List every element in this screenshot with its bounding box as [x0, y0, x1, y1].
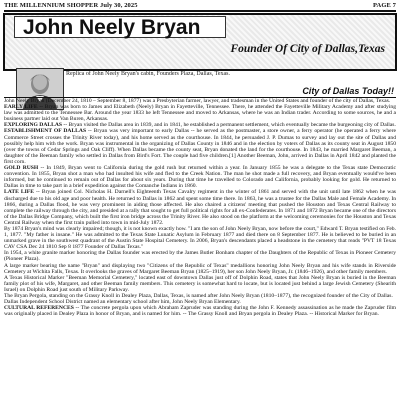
- article-subtitle: Founder Of City of Dallas,Texas: [230, 43, 385, 55]
- section-text: -- Bryan visited the Dallas area in 1839, and in 1841, he established a permanent settlement, which eventually became the burgeoning city of Dallas.: [63, 122, 396, 129]
- article-intro: John Neely Bryan (December 24, 1810 – September 8, 1877) was a Presbyterian farmer, lawyer, and tradesman in the United States and founder of the city of Dallas, Texas.: [4, 98, 391, 104]
- section-heading: EXPLORING DALLAS: [4, 122, 62, 129]
- section-text: -- The concrete pergola upon which Abraham Zapruder was standing during the John F. Kennedy assassination as he made the Zapruder film was originally placed in Dealey Plaza in honor of Bryan, and is named for him. -- The Grassy Knoll and Bryan pergola in Dealey Plaza. -- Historical Marker for Bryan.: [4, 305, 396, 318]
- article-paragraph: A Texas Historical Marker "Beeman Memorial Cemetery," located east of downtown Dallas just off of Dolphin Road, states that John Neely Bryan is buried in the Beeman family plot of his wife, Margaret, and other Beeman family members. This cemetery is somewhat hard to locate, but is located just behind a large Jewish Cemetery (Shearith Israel) on Dolphin Road just south of Military Parkway.: [4, 274, 396, 293]
- article-paragraph: Dallas Independent School District named an elementary school after him, John Neely Bryan Elementary.: [4, 299, 241, 306]
- city-tagline: City of Dallas Today!!: [302, 86, 394, 96]
- section-text: -- Bryan joined Col. Nicholas H. Darnell's Eighteenth Texas Cavalry regiment in the winter of 1861 and served with the unit until late 1862 when he was discharged due to his old age and poor health. He returned to Dallas in 1862 and spent some time there. In 1863, he was a trustee for the Dallas Male and Female Academy. In 1866, during a Dallas flood, he was very prominent in aiding those affected. He also chaired a citizens' meeting that pushed the Houston and Texas Central Railway to complete the railway through the city, and presided at a rally that sought to get full political rights for all ex-Confederates. In 1871 and 1872 Bryan became one of the directors of the Dallas Bridge Company, which built the first iron bridge across the Trinity River. He also stood on the platform at the welcoming ceremonies for the Houston and Texas Central Railway when the first train pulled into town in mid-July 1872.: [4, 189, 396, 226]
- article-paragraph: A large marker bearing the name "Bryan" and displaying two "Citizens of the Republic of Texas" medallions honoring John Neely Bryan and his wife stands in Riverside Cemetery at Wichita Falls, Texas. It overlooks the graves of Margaret Beeman Bryan (1825–1919), her son John Neely Bryan, Jr. (1846–1926), and other family members.: [4, 262, 396, 275]
- article-paragraph: By 1874 Bryan's mind was clearly impaired; though, it is not known exactly how. "I am the son of John Neely Bryan, now before the court," Edward T. Bryan testified on Feb. 1, 1877. "My father is insane." He was admitted to the Texas State Lunatic Asylum in February 1877 and died there on 8 September 1877. He is believed to be buried in an unmarked grave in the southwest quadrant of the Austin State Hospital Cemetery. In 2006, Bryan's descendants placed a headstone in the cemetery that reads "PVT 18 Texas CAV CSA Dec 24 1810 Sep 8 1877 Founder of Dallas Texas.": [4, 225, 396, 251]
- article-paragraph: [4, 104, 396, 122]
- page-header: [4, 0, 396, 10]
- section-heading: EARLY LIFE: [4, 104, 38, 111]
- article-paragraph: The Bryan Pergola, standing on the Grassy Knoll in Dealey Plaza, Dallas, Texas, is named after John Neely Bryan (1810–1877), the recognized founder of the City of Dallas.: [4, 293, 393, 299]
- section-heading: GOLD RUSH: [4, 165, 39, 172]
- article-paragraph: [4, 128, 396, 165]
- title-banner: [3, 13, 397, 71]
- article-body: [4, 98, 396, 398]
- header-divider: [4, 10, 396, 12]
- article-paragraph: [4, 305, 396, 317]
- article-paragraph: [4, 189, 396, 226]
- section-heading: CULTURAL REFERENCES: [4, 305, 74, 312]
- section-text: -- Bryan was very important to early Dallas -- he served as the postmaster, a store owner, a ferry operator (he operated a ferry where Commerce Street crosses the Trinity River today), and his home served as the courthouse. In 1844, he persuaded J. P. Dumas to survey and lay out the site of Dallas and possibly help him with the work. Bryan was instrumental in the organizing of Dallas County in 1846 and in the election by voters of Dallas as its county seat in August 1850 (over the towns of Cedar Springs and Oak Cliff). When Dallas became the county seat, Bryan donated the land for the courthouse. In 1843, he married Margaret Beeman, a daughter of the Beeman family who settled in Dallas from Bird's Fort. The couple had five children.[1] Another Beeman, John, arrived in Dallas in April 1842 and planted the first corn.: [4, 128, 396, 165]
- article-title: John Neely Bryan: [23, 16, 201, 39]
- page-number: PAGE 7: [372, 1, 396, 9]
- section-text: -- In 1849, Bryan went to California during the gold rush but returned within a year. In January 1855 he was a delegate to the Texas state Democratic convention. In 1855, Bryan shot a man who had insulted his wife and fled to the Creek Nation. The man he shot made a full recovery, and Bryan eventually would've been informed, but he continued to remain out of Dallas for about six years. During that time he travelled to Colorado and California, probably looking for gold. He returned to Dallas in time to take part in a brief expedition against the Comanche Indians in 1860.: [4, 165, 396, 190]
- article-paragraph: [4, 165, 396, 189]
- title-plate: [14, 16, 226, 38]
- section-heading: LATE LIFE: [4, 189, 34, 196]
- article-paragraph: In 1954, a white granite marker honoring the Dallas founder was erected by the James Butler Bonham chapter of the Daughters of the Republic of Texas in Pioneer Cemetery (Pioneer Plaza).: [4, 250, 396, 263]
- section-text: -- Bryan was born to James and Elizabeth (Neely) Bryan in Fayetteville, Tennessee. There, he attended the Fayetteville Military Academy and after studying law was admitted to the Tennessee Bar. Around the year 1833 he left Tennessee and moved to Arkansas, where he was an Indian trader. According to some sources, he and a business partner laid out Van Buren, Arkansas.: [4, 104, 396, 123]
- photo-caption: Replica of John Neely Bryan's cabin, Founders Plaza, Dallas, Texas.: [66, 71, 231, 77]
- section-heading: ESTABLISHMENT OF DALLAS: [4, 128, 87, 135]
- newspaper-masthead: THE MILLENNIUM SHOPPER July 30, 2025: [4, 1, 138, 9]
